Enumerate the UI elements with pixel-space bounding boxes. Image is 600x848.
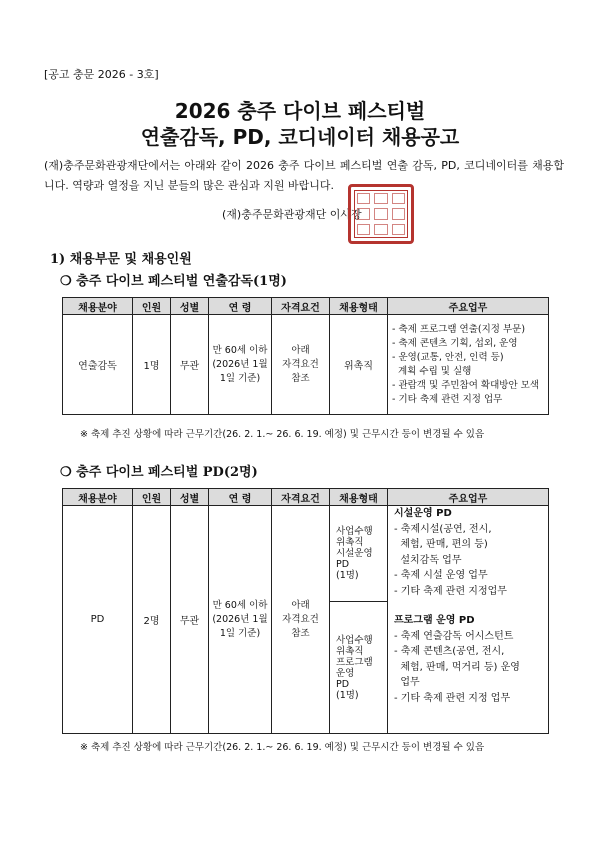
header-cell: 주요업무 [388,298,549,315]
header-cell: 채용분야 [63,489,133,506]
type-cell-facility: 사업수행 위촉직 시설운영 PD (1명) [330,506,388,602]
header-cell: 자격요건 [272,489,330,506]
pd-table [62,488,549,734]
header-cell: 채용분야 [63,298,133,315]
type-cell: 위촉직 [330,315,388,415]
count-cell: 1명 [133,315,171,415]
gender-cell: 무관 [171,506,209,734]
pd-note: ※ 축제 추진 상황에 따라 근무기간(26. 2. 1.~ 26. 6. 19. 예정) 및 근무시간 등이 변경될 수 있음 [80,742,485,753]
title-line-2: 연출감독, PD, 코디네이터 채용공고 [140,125,460,149]
header-cell: 인원 [133,489,171,506]
header-cell: 성별 [171,489,209,506]
header-cell: 자격요건 [272,298,330,315]
age-cell: 만 60세 이하 (2026년 1월 1일 기준) [209,315,272,415]
director-table [62,297,549,415]
table-header-row [63,298,549,315]
director-note: ※ 축제 추진 상황에 따라 근무기간(26. 2. 1.~ 26. 6. 19. 예정) 및 근무시간 등이 변경될 수 있음 [80,429,485,440]
official-seal-icon [348,184,414,244]
header-cell: 성별 [171,298,209,315]
qualification-cell: 아래 자격요건 참조 [272,315,330,415]
signer: (재)충주문화관광재단 이사장 [222,208,362,221]
type-cell-program: 사업수행 위촉직 프로그램 운영 PD (1명) [330,602,388,734]
duties-cell: 시설운영 PD - 축제시설(공연, 전시, 체험, 판매, 편의 등) 설치감독 업무 - 축제 시설 운영 업무 - 기타 축제 관련 지정업무 프로그램 운영 PD - 축제 연출감독 어시스턴트 - 축제 콘텐츠(공연, 전시, 체험, 판매, 먹거리 등) 운영 업무 - 기타 축제 관련 지정 업무 [388,506,549,734]
field-cell: 연출감독 [63,315,133,415]
table-row [63,315,549,415]
table-header-row [63,489,549,506]
age-cell: 만 60세 이하 (2026년 1월 1일 기준) [209,506,272,734]
duties-cell: - 축제 프로그램 연출(지정 부문) - 축제 콘텐츠 기획, 섭외, 운영 - 운영(교통, 안전, 인력 등) 계획 수립 및 실행 - 관람객 및 주민참여 확대방안 모색 - 기타 축제 관련 지정 업무 [388,315,549,415]
director-subtitle: ❍ 충주 다이브 페스티벌 연출감독(1명) [60,274,287,289]
section-heading: 1) 채용부문 및 채용인원 [50,252,192,267]
header-cell: 채용형태 [330,489,388,506]
table-row [63,506,549,602]
title-line-1: 2026 충주 다이브 페스티벌 [174,99,426,123]
pd-subtitle: ❍ 충주 다이브 페스티벌 PD(2명) [60,465,258,480]
qualification-cell: 아래 자격요건 참조 [272,506,330,734]
intro-paragraph: (재)충주문화관광재단에서는 아래와 같이 2026 충주 다이브 페스티벌 연출 감독, PD, 코디네이터를 채용합니다. 역량과 열정을 지닌 분들의 많은 관심과 지원 바랍니다. [44,159,564,192]
header-cell: 연 령 [209,489,272,506]
header-cell: 연 령 [209,298,272,315]
field-cell: PD [63,506,133,734]
notice-number: [공고 충문 2026 - 3호] [44,68,159,81]
header-cell: 채용형태 [330,298,388,315]
header-cell: 주요업무 [388,489,549,506]
count-cell: 2명 [133,506,171,734]
gender-cell: 무관 [171,315,209,415]
header-cell: 인원 [133,298,171,315]
